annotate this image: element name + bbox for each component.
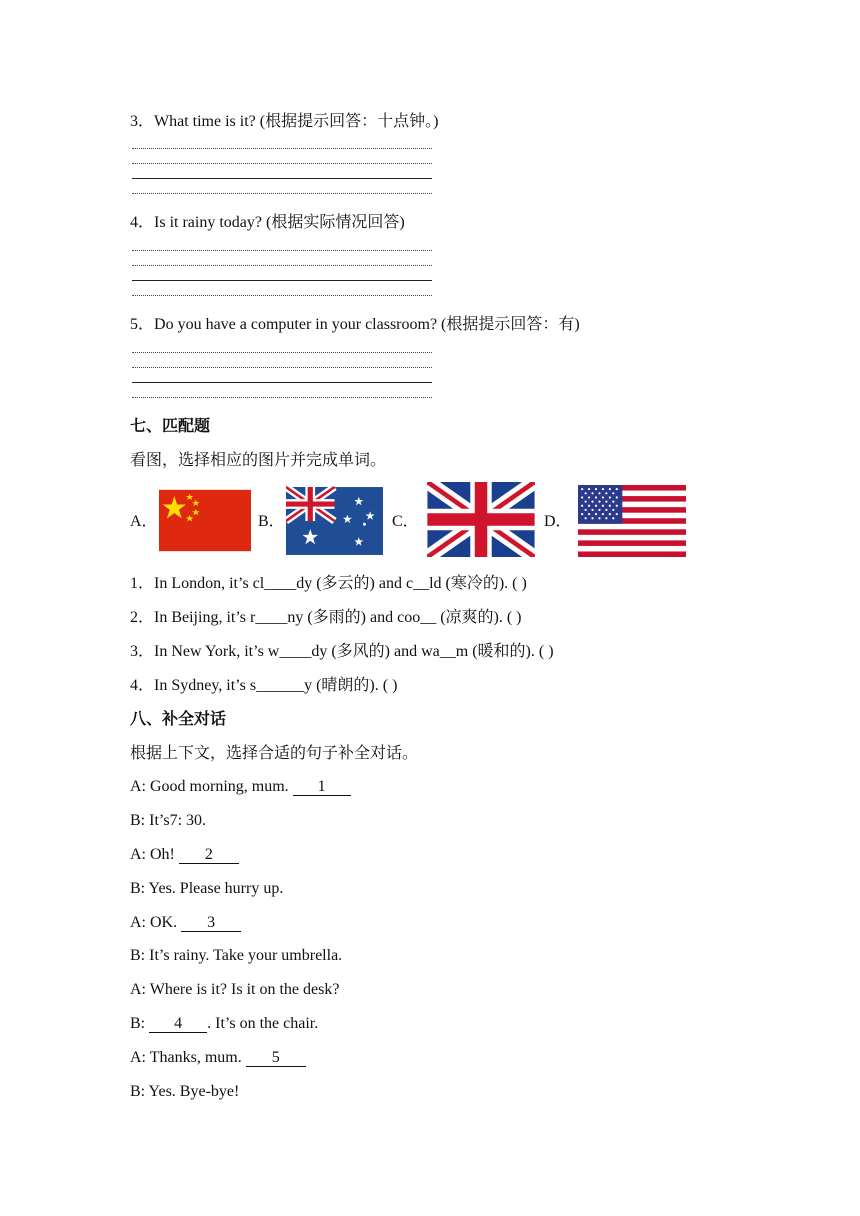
blank-5[interactable]: 5 [246, 1049, 306, 1067]
dialogue-line-10: B: Yes. Bye-bye! [130, 1083, 240, 1100]
section-7-title: 七、匹配题 [130, 416, 211, 435]
blank-2[interactable]: 2 [179, 846, 239, 864]
blank-3[interactable]: 3 [181, 914, 241, 932]
question-text: What time is it? (根据提示回答：十点钟。) [154, 113, 439, 130]
option-a-label: A． [130, 513, 158, 530]
dialogue-line-9: A: Thanks, mum. 5 [130, 1048, 306, 1068]
australia-flag-icon [286, 486, 383, 556]
match-item-4: 4．In Sydney, it’s s______y (晴朗的). ( ) [130, 677, 398, 694]
blank-1[interactable]: 1 [293, 778, 351, 796]
section-8-title: 八、补全对话 [130, 709, 227, 728]
usa-flag-icon [573, 485, 691, 557]
question-5: 5．Do you have a computer in your classroom? (根据提示回答：有) [130, 316, 580, 333]
question-text: Do you have a computer in your classroom? (根据提示回答：有) [154, 316, 580, 333]
answer-lines-5[interactable] [132, 352, 432, 404]
question-number: 3 [130, 113, 138, 130]
question-text: Is it rainy today? (根据实际情况回答) [154, 214, 405, 231]
dialogue-line-4: B: Yes. Please hurry up. [130, 880, 284, 897]
dialogue-line-7: A: Where is it? Is it on the desk? [130, 981, 340, 998]
match-item-2: 2．In Beijing, it’s r____ny (多雨的) and coo__ (凉爽的). ( ) [130, 609, 522, 626]
section-7-instruction: 看图，选择相应的图片并完成单词。 [130, 450, 387, 469]
dialogue-line-2: B: It’s7: 30. [130, 812, 207, 829]
china-flag-icon [159, 489, 251, 552]
match-item-1: 1．In London, it’s cl____dy (多云的) and c__ld (寒冷的). ( ) [130, 575, 527, 592]
blank-4[interactable]: 4 [149, 1015, 207, 1033]
answer-lines-4[interactable] [132, 250, 432, 302]
question-4: 4．Is it rainy today? (根据实际情况回答) [130, 214, 405, 231]
dialogue-line-3: A: Oh! 2 [130, 845, 239, 865]
question-number: 4 [130, 214, 138, 231]
option-b-label: B． [258, 513, 285, 530]
match-item-3: 3．In New York, it’s w____dy (多风的) and wa__m (暖和的). ( ) [130, 643, 554, 660]
question-3: 3．What time is it? (根据提示回答：十点钟。) [130, 113, 439, 130]
uk-flag-icon [427, 482, 535, 557]
option-c-label: C． [392, 513, 419, 530]
section-8-instruction: 根据上下文，选择合适的句子补全对话。 [130, 743, 419, 762]
flag-options [130, 482, 710, 558]
dialogue-line-6: B: It’s rainy. Take your umbrella. [130, 947, 343, 964]
answer-lines-3[interactable] [132, 148, 432, 200]
option-d-label: D． [544, 513, 572, 530]
question-number: 5 [130, 316, 138, 333]
dialogue-line-8: B: 4 . It’s on the chair. [130, 1015, 319, 1032]
dialogue-line-1: A: Good morning, mum. 1 [130, 777, 351, 797]
dialogue-line-5: A: OK. 3 [130, 913, 241, 933]
